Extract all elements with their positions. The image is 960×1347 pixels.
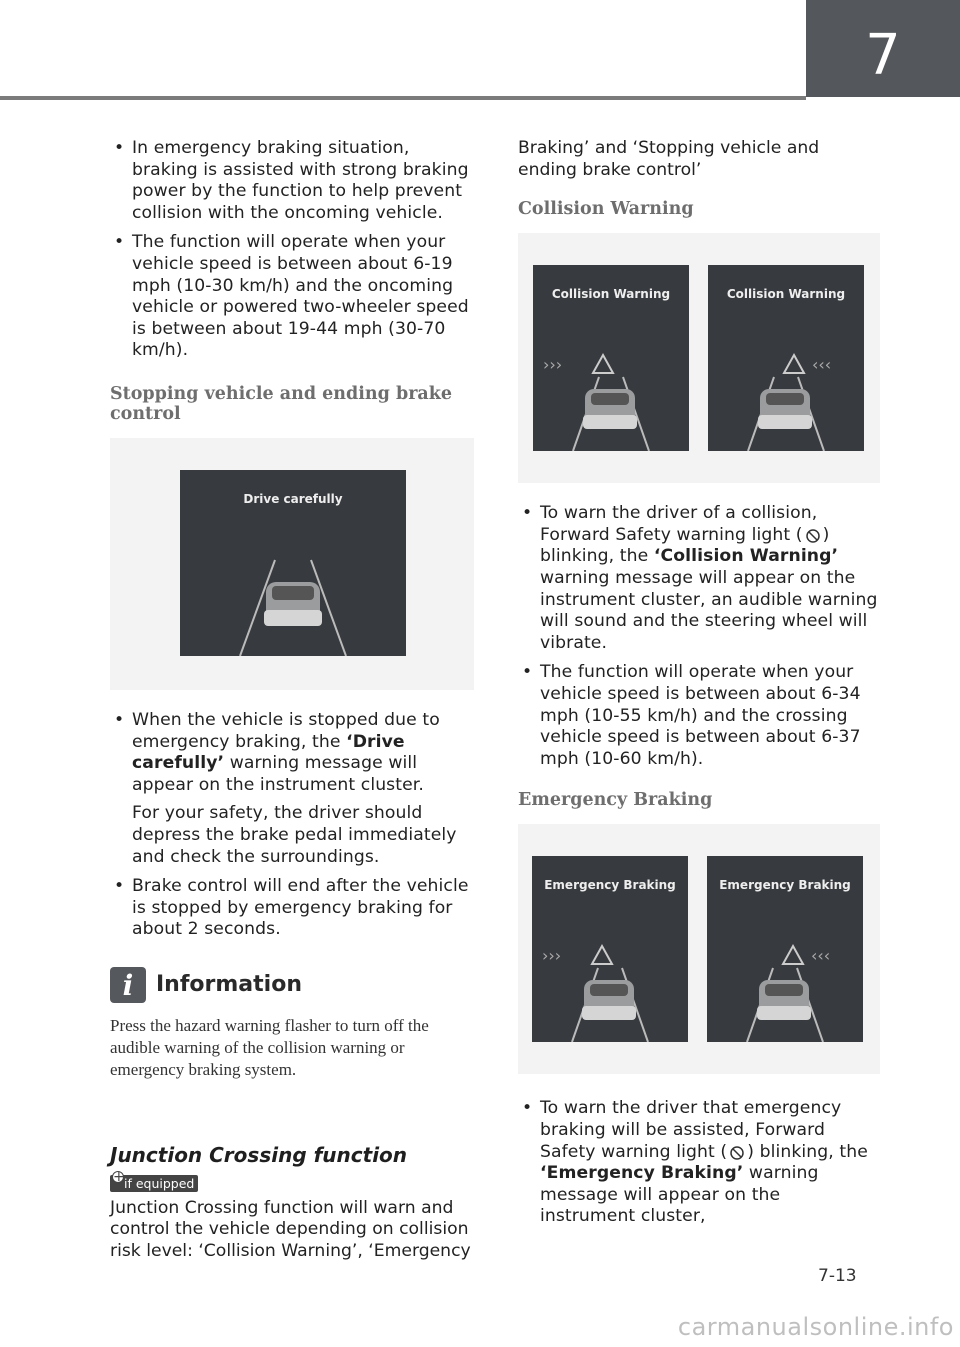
screen-message: Collision Warning — [726, 287, 846, 302]
cluster-screen-left — [532, 856, 688, 1042]
continued-text: Braking’ and ‘Stopping vehicle and ending brake control’ — [518, 138, 820, 180]
svg-text:›››: ››› — [543, 355, 563, 375]
svg-text:‹‹‹: ‹‹‹ — [811, 946, 831, 966]
car-rear-icon — [708, 265, 864, 451]
collision-warning-figure — [518, 233, 880, 483]
chapter-number: 7 — [806, 0, 960, 97]
bullet-list-stopping — [110, 710, 478, 941]
cluster-screen — [180, 470, 406, 656]
watermark: carmanualsonline.info — [677, 1313, 954, 1341]
screen-message: Emergency Braking — [544, 878, 676, 893]
car-rear-icon — [707, 856, 863, 1042]
forward-safety-warning-icon — [803, 528, 823, 544]
screen-message: Drive carefully — [243, 491, 343, 506]
car-rear-icon — [533, 265, 689, 451]
svg-text:›››: ››› — [542, 946, 562, 966]
list-item: • To warn the driver of a collision, Forward Safety warning light ( ) blinking, the ‘Collision Warning’ warning message will appear on the instrument cluster, an audible warning will sound and the steering wheel will vibrate. — [518, 503, 880, 654]
list-item: • When the vehicle is stopped due to emergency braking, the ‘Drive carefully’ warning message will appear on the instrument cluster. For your safety, the driver should depress the brake pedal immediately and check the surroundings. — [110, 710, 478, 868]
screen-message: Collision Warning — [551, 287, 671, 302]
list-item: • The function will operate when your vehicle speed is between about 6-19 mph (10-30 km/h) and the oncoming vehicle or powered two-wheeler speed is between about 19-44 mph (30-70 km/h). — [110, 232, 478, 362]
header-rule — [0, 96, 806, 100]
cluster-screen-left — [533, 265, 689, 451]
bullet-list-top — [110, 138, 478, 362]
right-column — [518, 138, 880, 1236]
cluster-screen-right — [707, 856, 863, 1042]
stopping-heading: Stopping vehicle and ending brake control — [110, 383, 453, 424]
drive-carefully-figure — [110, 438, 474, 690]
list-item: • Brake control will end after the vehicle is stopped by emergency braking for about 2 seconds. — [110, 876, 478, 941]
list-item: • The function will operate when your vehicle speed is between about 6-34 mph (10-55 km/h) and the crossing vehicle speed is between about 6-37 mph (10-60 km/h). — [518, 662, 880, 770]
page-number: 7-13 — [818, 1266, 857, 1286]
bullet-list-collision — [518, 503, 880, 770]
information-title: Information — [156, 972, 302, 998]
if-equipped-badge: + if equipped — [110, 1175, 198, 1192]
car-rear-icon — [532, 856, 688, 1042]
bullet-list-emergency — [518, 1098, 880, 1228]
junction-title: Junction Crossing function — [110, 1142, 408, 1167]
list-item: • In emergency braking situation, braking is assisted with strong braking power by the function to help prevent collision with the oncoming vehicle. — [110, 138, 478, 224]
junction-body: Junction Crossing function will warn and control the vehicle depending on collision risk level: ‘Collision Warning’, ‘Emergency — [110, 1197, 471, 1262]
list-item: • To warn the driver that emergency braking will be assisted, Forward Safety warning light ( ) blinking, the ‘Emergency Braking’ warning message will appear on the instrument cluster, — [518, 1098, 880, 1228]
car-rear-icon — [180, 470, 406, 656]
information-header — [110, 967, 478, 1003]
emergency-braking-heading: Emergency Braking — [518, 790, 713, 811]
left-column — [110, 138, 478, 1271]
forward-safety-warning-icon — [727, 1145, 747, 1161]
svg-text:‹‹‹: ‹‹‹ — [812, 355, 832, 375]
screen-message: Emergency Braking — [719, 878, 851, 893]
information-body: Press the hazard warning flasher to turn off the audible warning of the collision warning or emergency braking system. — [110, 1015, 429, 1079]
cluster-screen-right — [708, 265, 864, 451]
info-icon: i — [110, 967, 146, 1003]
list-item-note: For your safety, the driver should depress the brake pedal immediately and check the surroundings. — [132, 803, 457, 867]
emergency-braking-figure — [518, 824, 880, 1074]
collision-warning-heading: Collision Warning — [518, 199, 694, 220]
